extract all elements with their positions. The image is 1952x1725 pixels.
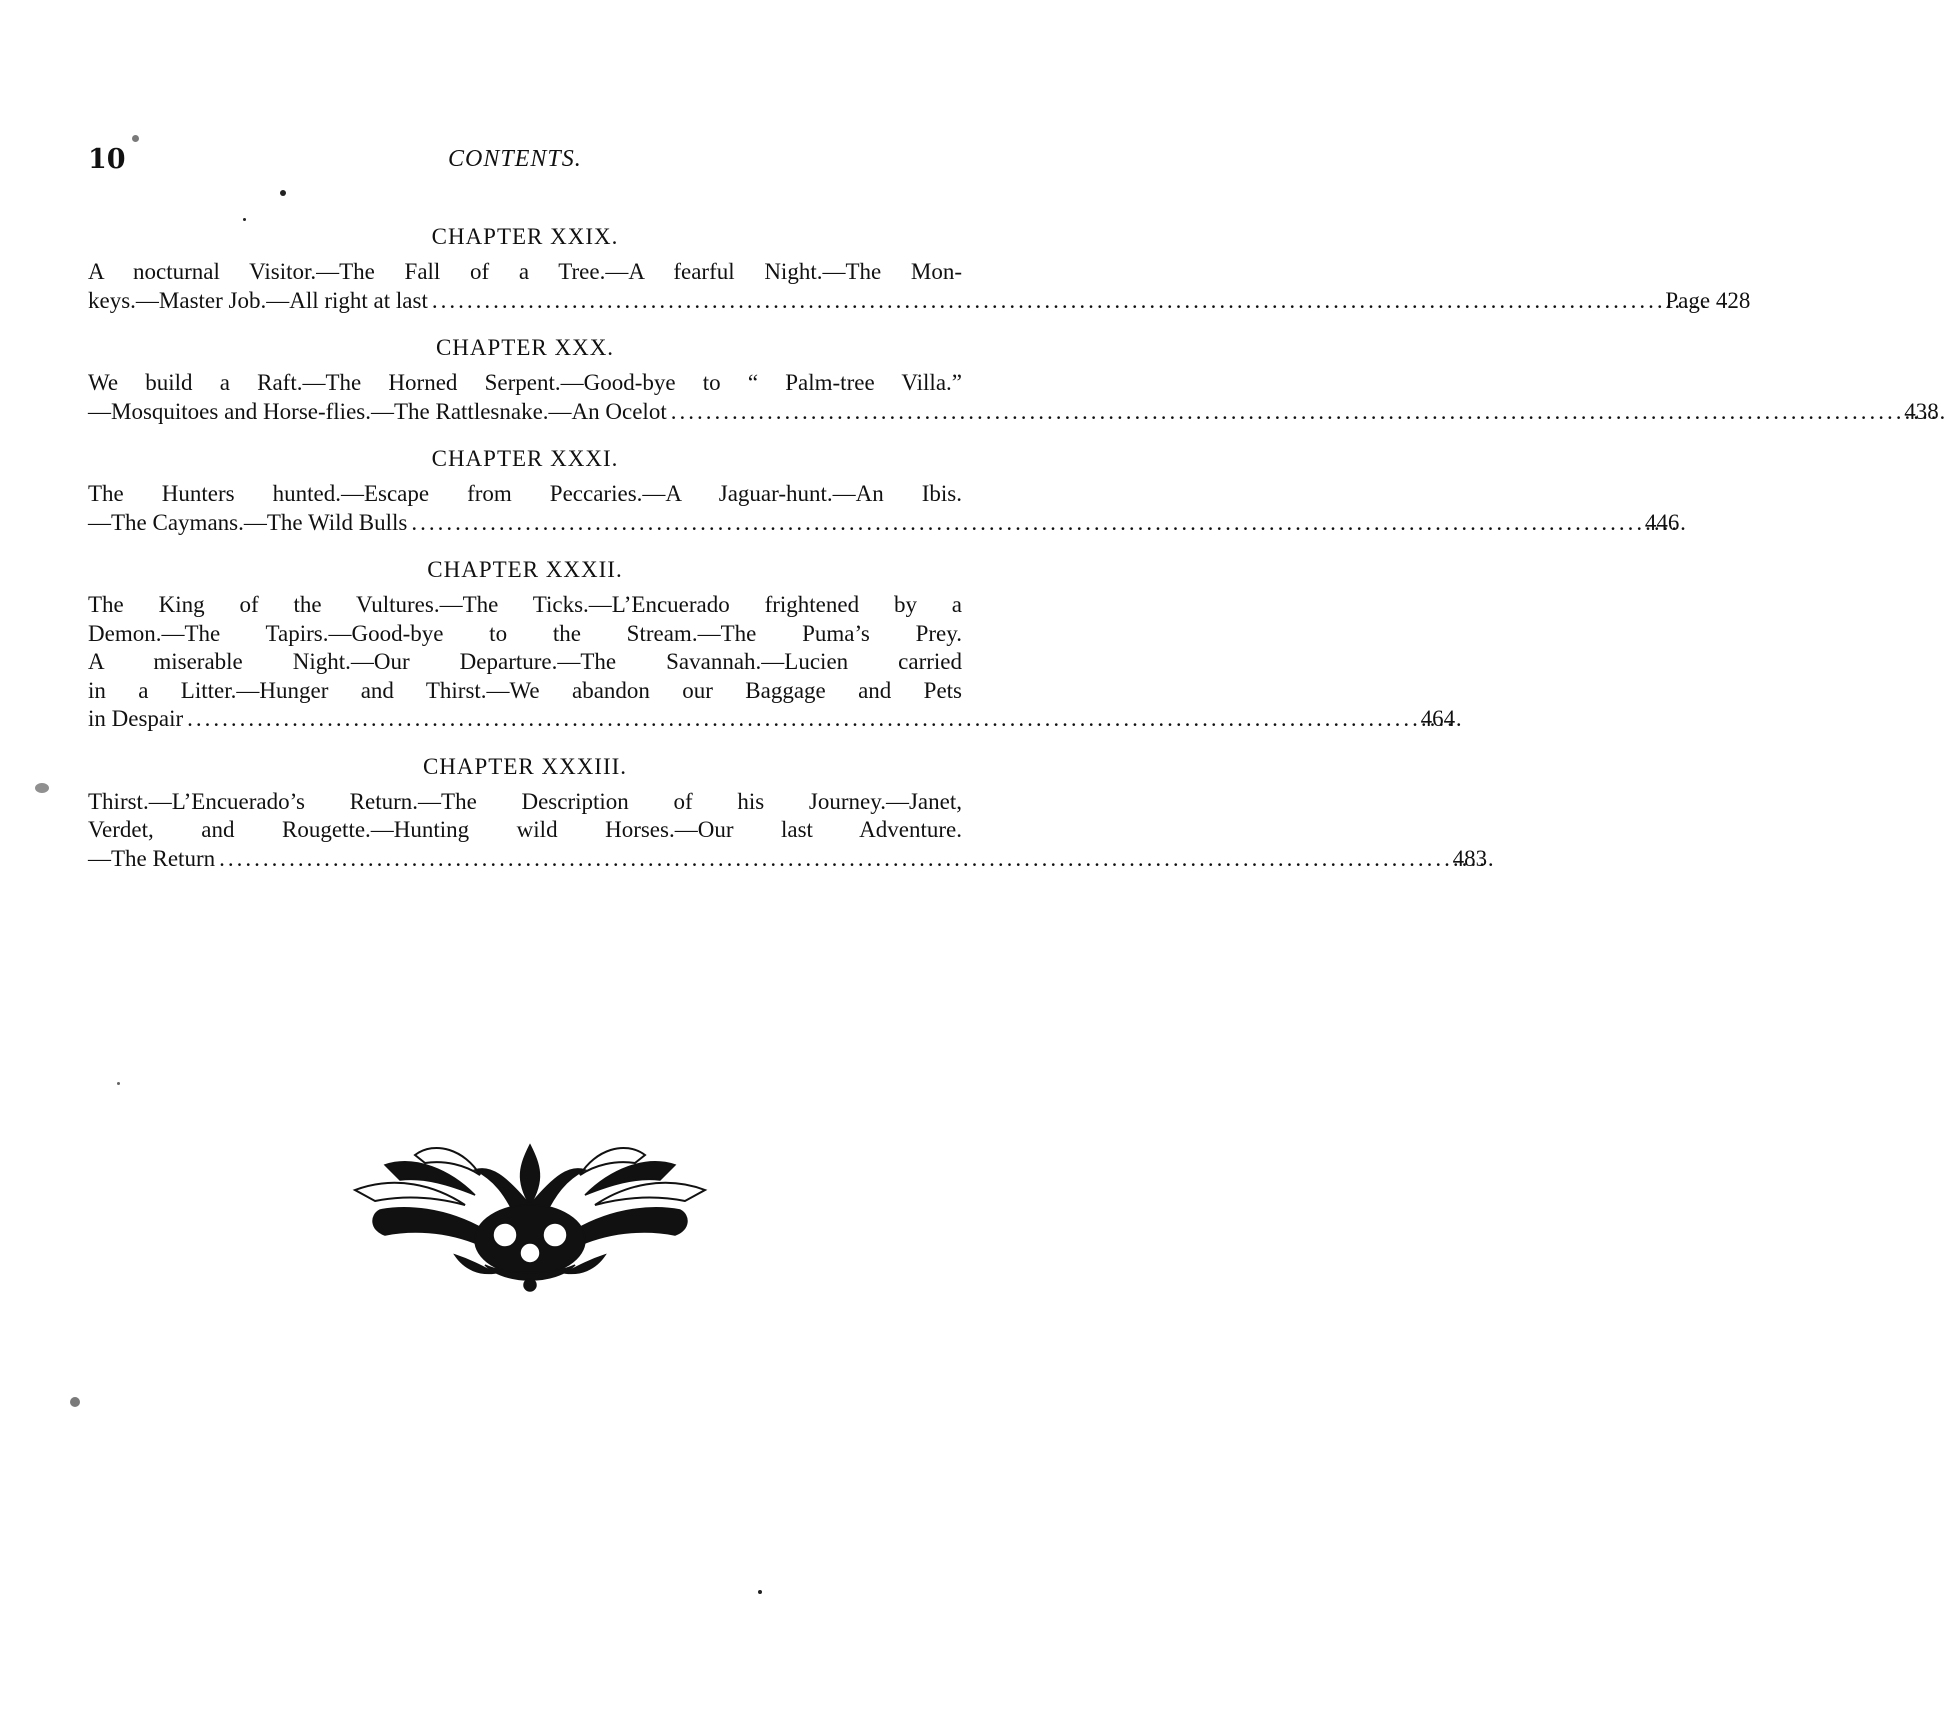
chapter-summary (88, 258, 1751, 315)
summary-last-line (88, 287, 1751, 316)
summary-line: The King of the Vultures.—The Ticks.—L’Encuerado frightened by a (88, 592, 962, 617)
running-head (88, 142, 962, 182)
toc-chapter-30 (88, 333, 1939, 426)
paper-speck (35, 783, 49, 793)
chapter-heading: CHAPTER XXXI. (431, 446, 619, 471)
summary-line: A nocturnal Visitor.—The Fall of a Tree.—A fearful Night.—The Mon- (88, 259, 962, 284)
summary-line: A miserable Night.—Our Departure.—The Savannah.—Lucien carried (88, 649, 962, 674)
summary-line: —The Caymans.—The Wild Bulls (88, 509, 408, 535)
running-title: CONTENTS. (448, 146, 582, 172)
paper-speck (117, 1082, 120, 1085)
summary-line: The Hunters hunted.—Escape from Peccaries.—A Jaguar-hunt.—An Ibis. (88, 481, 962, 506)
paper-speck (70, 1397, 80, 1407)
paper-speck (280, 190, 286, 196)
summary-line: keys.—Master Job.—All right at last (88, 287, 428, 313)
dot-leader (219, 845, 1497, 874)
chapter-summary (88, 788, 1488, 874)
paper-speck (758, 1590, 762, 1594)
summary-last-line: —Mosquitoes and Horse-flies.—The Rattlesnake.—An Ocelot ..... 438 (136, 398, 962, 427)
summary-line: Verdet, and Rougette.—Hunting wild Horses.—Our last Adventure. (88, 817, 962, 842)
summary-line: in Despair (88, 706, 184, 731)
toc-chapter-32 (88, 555, 1456, 734)
summary-line: We build a Raft.—The Horned Serpent.—Good-bye to “ Palm-tree Villa.” (88, 370, 962, 395)
summary-last-line: in Despair ..... 464 (136, 705, 962, 734)
toc-chapter-31 (88, 444, 1680, 537)
toc-chapter-33 (88, 752, 1488, 874)
chapter-heading: CHAPTER XXXIII. (422, 753, 628, 779)
summary-line: —The Return (88, 845, 216, 871)
toc-chapter-29 (88, 222, 1751, 315)
page-number: 10 (88, 144, 126, 175)
table-of-contents (88, 222, 1939, 891)
chapter-summary (88, 480, 1680, 537)
chapter-heading: CHAPTER XXX. (435, 335, 615, 360)
summary-last-line: —The Caymans.—The Wild Bulls ..... 446 (136, 509, 962, 538)
summary-line: Demon.—The Tapirs.—Good-bye to the Stream.—The Puma’s Prey. (88, 620, 962, 646)
dot-leader (432, 287, 1710, 316)
summary-line: Thirst.—L’Encuerado’s Return.—The Description of his Journey.—Janet, (88, 788, 962, 814)
dot-leader (411, 509, 1689, 538)
paper-speck (132, 135, 139, 142)
dot-leader (671, 398, 1949, 427)
chapter-heading: CHAPTER XXIX. (431, 224, 619, 249)
summary-line: in a Litter.—Hunger and Thirst.—We abandon our Baggage and Pets (88, 677, 962, 703)
ornament-tailpiece-icon (355, 1135, 705, 1295)
page-reference: Page 428 (1665, 287, 1751, 313)
chapter-heading: CHAPTER XXXII. (427, 557, 623, 582)
chapter-summary (88, 591, 1456, 734)
summary-last-line: —The Return ..... 483 (136, 845, 962, 874)
summary-line: —Mosquitoes and Horse-flies.—The Rattlesnake.—An Ocelot (88, 398, 667, 424)
paper-speck (243, 218, 246, 221)
chapter-summary (88, 369, 1939, 426)
dot-leader (187, 705, 1465, 734)
